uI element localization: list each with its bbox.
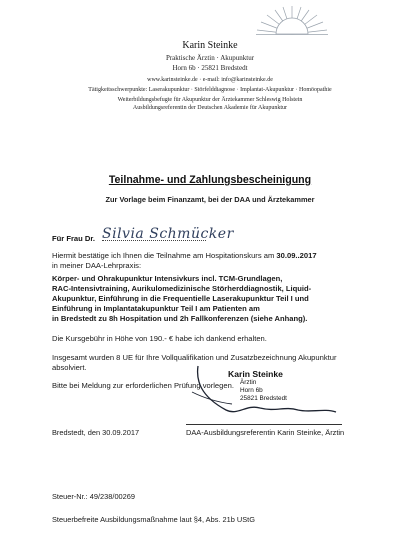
course-line: Körper- und Ohrakupunktur Intensivkurs incl. TCM-Grundlagen,	[52, 274, 283, 283]
course-line: Akupunktur, Einführung in die Frequentielle Laserakupunktur Teil I und	[52, 294, 309, 303]
stamp-role: Ärztin	[240, 379, 257, 386]
place-date: Bredstedt, den 30.09.2017	[52, 428, 140, 437]
tax-number: Steuer-Nr.: 49/238/00269	[52, 492, 135, 501]
letterhead-profession: Praktische Ärztin · Akupunktur	[165, 54, 255, 62]
letterhead-membership: Weiterbildungsbefugte für Akupunktur der Ärztekammer Schleswig Holstein	[117, 97, 303, 103]
letterhead-contact: www.karinsteinke.de · e-mail: info@karinsteinke.de	[147, 77, 273, 83]
course-description	[52, 274, 392, 324]
signature-line	[186, 424, 342, 425]
document-title: Teilnahme- und Zahlungsbescheinigung	[108, 174, 312, 186]
stamp-name: Karin Steinke	[228, 369, 283, 379]
course-date: 30.09..2017	[276, 251, 317, 260]
intro-text: Hiermit bestätige ich Ihnen die Teilnahme am Hospitationskurs am	[52, 251, 275, 260]
fee-text: Die Kursgebühr in Höhe von 190.- € habe ich dankend erhalten.	[52, 334, 267, 343]
salutation-label: Für Frau Dr.	[52, 234, 96, 243]
sun-logo-icon	[256, 4, 328, 38]
ue-line: Insgesamt wurden 8 UE für Ihre Vollqualifikation und Zusatzbezeichnung Akupunktur	[52, 353, 337, 362]
stamp-street: Horn 6b	[240, 387, 263, 394]
letterhead-specialties: Tätigkeitsschwerpunkte: Laserakupunktur · Störfelddiagnose · Implantat-Akupunktur · Homöopathie	[88, 87, 332, 93]
tax-exempt-note: Steuerbefreite Ausbildungsmaßnahme laut §4, Abs. 21b UStG	[52, 515, 255, 524]
practice-stamp	[228, 369, 348, 403]
signer-caption: DAA-Ausbildungsreferentin Karin Steinke, Ärztin	[186, 428, 345, 437]
reminder-text: Bitte bei Meldung zur erforderlichen Prüfung vorlegen.	[52, 381, 234, 390]
course-line: Einführung in Implantatakupunktur Teil I am Patienten am	[52, 304, 260, 313]
document-subtitle: Zur Vorlage beim Finanzamt, bei der DAA und Ärztekammer	[105, 195, 315, 204]
stamp-city: 25821 Bredstedt	[240, 395, 287, 402]
letterhead-membership: Ausbildungsreferentin der Deutschen Akademie für Akupunktur	[132, 105, 288, 111]
ue-line: absolviert.	[52, 363, 87, 372]
course-line: RAC-Intensivtraining, Aurikulomedizinische Störherddiagnostik, Liquid-	[52, 284, 312, 293]
intro-paragraph	[52, 251, 392, 271]
intro-text-cont: in meiner DAA-Lehrpraxis:	[52, 261, 142, 270]
course-line: in Bredstedt zu 8h Hospitation und 2h Fallkonferenzen (siehe Anhang).	[52, 314, 308, 323]
recipient-handwritten-name: Silvia Schmücker	[102, 226, 234, 242]
letterhead-address: Horn 6b · 25821 Bredstedt	[172, 64, 248, 72]
letterhead-name: Karin Steinke	[182, 40, 238, 51]
